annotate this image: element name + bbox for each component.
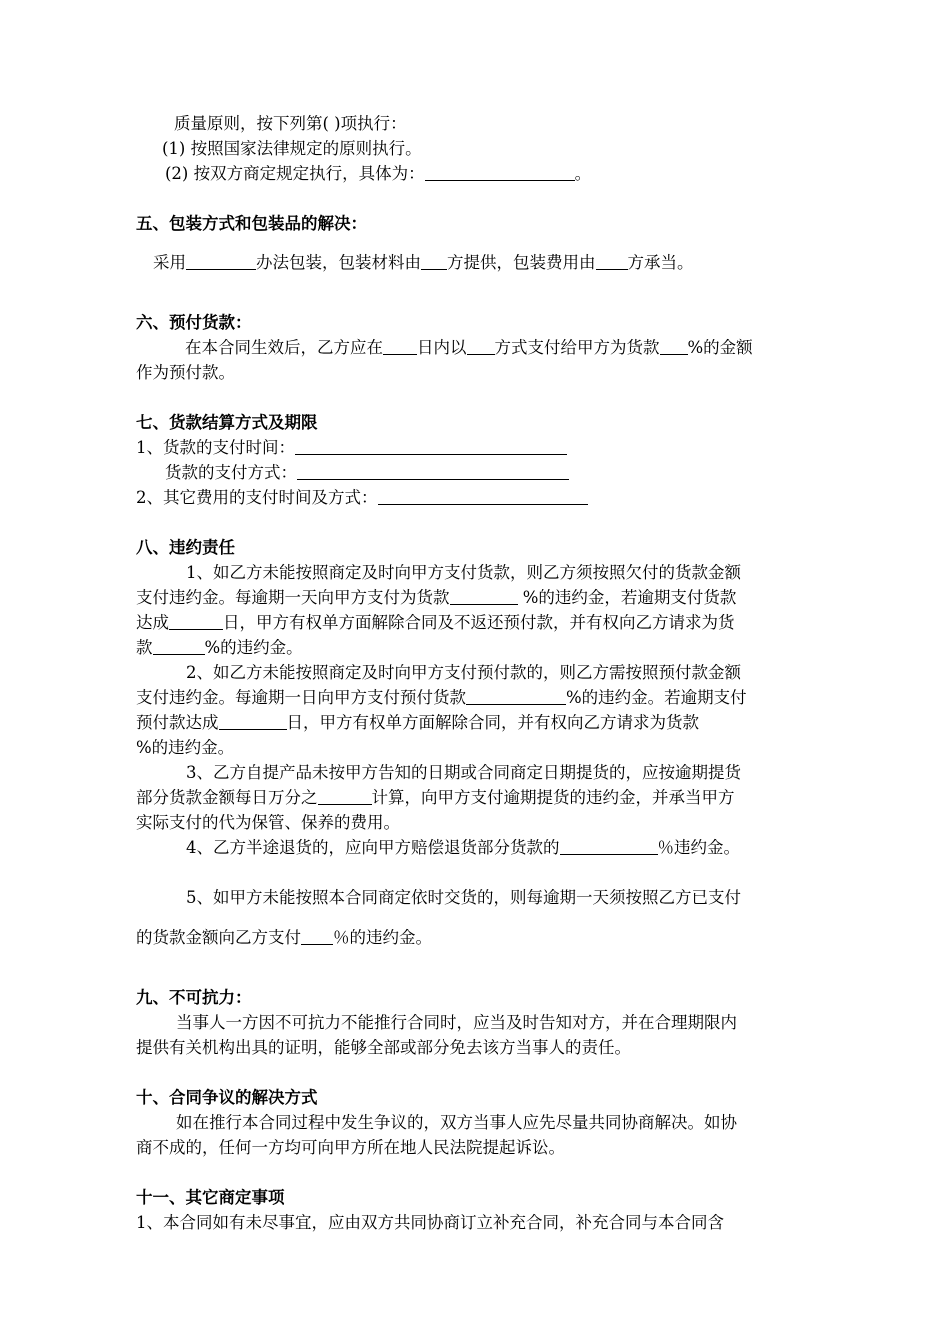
clause-8-1-line-3: 达成 日，甲方有权单方面解除合同及不返还预付款，并有权向乙方请求为货 <box>136 613 735 632</box>
clause-8-5-line-2: 的货款金额向乙方支付 ％的违约金。 <box>136 928 432 947</box>
blank-field[interactable] <box>560 837 658 855</box>
blank-field[interactable] <box>596 252 628 270</box>
blank-field[interactable] <box>466 687 566 705</box>
section-6-line-2: 作为预付款。 <box>136 363 235 382</box>
section-11-heading: 十一、其它商定事项 <box>136 1188 285 1207</box>
quality-line: 质量原则，按下列第( )项执行： <box>174 114 407 133</box>
blank-field[interactable] <box>450 587 518 605</box>
blank-field[interactable] <box>318 787 372 805</box>
quality-option-1: (1) 按照国家法律规定的原则执行。 <box>162 139 422 158</box>
clause-8-2-line-3: 预付款达成 日，甲方有权单方面解除合同，并有权向乙方请求为货款 <box>136 713 699 732</box>
section-10-heading: 十、合同争议的解决方式 <box>136 1088 318 1107</box>
section-10-line-2: 商不成的，任何一方均可向甲方所在地人民法院提起诉讼。 <box>136 1138 565 1157</box>
quality-option-2: (2) 按双方商定规定执行，具体为： 。 <box>165 164 592 183</box>
payment-time-line: 1、货款的支付时间： <box>136 436 567 460</box>
section-6-heading: 六、预付货款： <box>136 313 252 332</box>
payment-method-field[interactable] <box>297 462 569 480</box>
clause-8-3-line-1: 3、乙方自提产品未按甲方告知的日期或合同商定日期提货的，应按逾期提货 <box>186 763 741 782</box>
payment-method-line: 货款的支付方式： <box>165 461 569 485</box>
blank-field[interactable] <box>425 163 575 181</box>
other-fees-field[interactable] <box>378 487 588 505</box>
blank-field[interactable] <box>169 612 223 630</box>
section-9-line-1: 当事人一方因不可抗力不能推行合同时，应当及时告知对方，并在合理期限内 <box>176 1013 737 1032</box>
blank-field[interactable] <box>660 337 688 355</box>
blank-field[interactable] <box>186 252 256 270</box>
clause-8-2-line-4: %的违约金。 <box>136 738 235 757</box>
payment-time-field[interactable] <box>295 437 567 455</box>
section-8-heading: 八、违约责任 <box>136 538 235 557</box>
section-9-line-2: 提供有关机构出具的证明，能够全部或部分免去该方当事人的责任。 <box>136 1038 631 1057</box>
blank-field[interactable] <box>219 712 287 730</box>
section-5-heading: 五、包装方式和包装品的解决： <box>136 214 367 233</box>
section-5-text: 采用 办法包装，包装材料由 方提供，包装费用由 方承当。 <box>153 253 694 272</box>
blank-field[interactable] <box>467 337 495 355</box>
clause-8-1-line-2: 支付违约金。每逾期一天向甲方支付为货款 %的违约金，若逾期支付货款 <box>136 588 737 607</box>
clause-8-1-line-4: 款 %的违约金。 <box>136 638 303 657</box>
clause-8-5-line-1: 5、如甲方未能按照本合同商定依时交货的，则每逾期一天须按照乙方已支付 <box>186 888 741 907</box>
clause-8-1-line-1: 1、如乙方未能按照商定及时向甲方支付货款，则乙方须按照欠付的货款金额 <box>186 563 741 582</box>
blank-field[interactable] <box>153 637 205 655</box>
clause-8-2-line-1: 2、如乙方未能按照商定及时向甲方支付预付款的，则乙方需按照预付款金额 <box>186 663 741 682</box>
blank-field[interactable] <box>421 252 447 270</box>
other-fees-line: 2、其它费用的支付时间及方式： <box>136 486 588 510</box>
section-9-heading: 九、不可抗力： <box>136 988 252 1007</box>
blank-field[interactable] <box>383 337 417 355</box>
section-6-line-1: 在本合同生效后，乙方应在 日内以 方式支付给甲方为货款 %的金额 <box>185 338 753 357</box>
clause-8-3-line-3: 实际支付的代为保管、保养的费用。 <box>136 813 400 832</box>
section-7-heading: 七、货款结算方式及期限 <box>136 413 318 432</box>
clause-8-2-line-2: 支付违约金。每逾期一日向甲方支付预付货款 %的违约金。若逾期支付 <box>136 688 747 707</box>
section-10-line-1: 如在推行本合同过程中发生争议的，双方当事人应先尽量共同协商解决。如协 <box>176 1113 737 1132</box>
blank-field[interactable] <box>301 927 333 945</box>
clause-8-4: 4、乙方半途退货的，应向甲方赔偿退货部分货款的 ％违约金。 <box>186 838 740 857</box>
section-11-line-1: 1、本合同如有未尽事宜，应由双方共同协商订立补充合同，补充合同与本合同含 <box>136 1213 724 1232</box>
clause-8-3-line-2: 部分货款金额每日万分之 计算，向甲方支付逾期提货的违约金，并承当甲方 <box>136 788 735 807</box>
